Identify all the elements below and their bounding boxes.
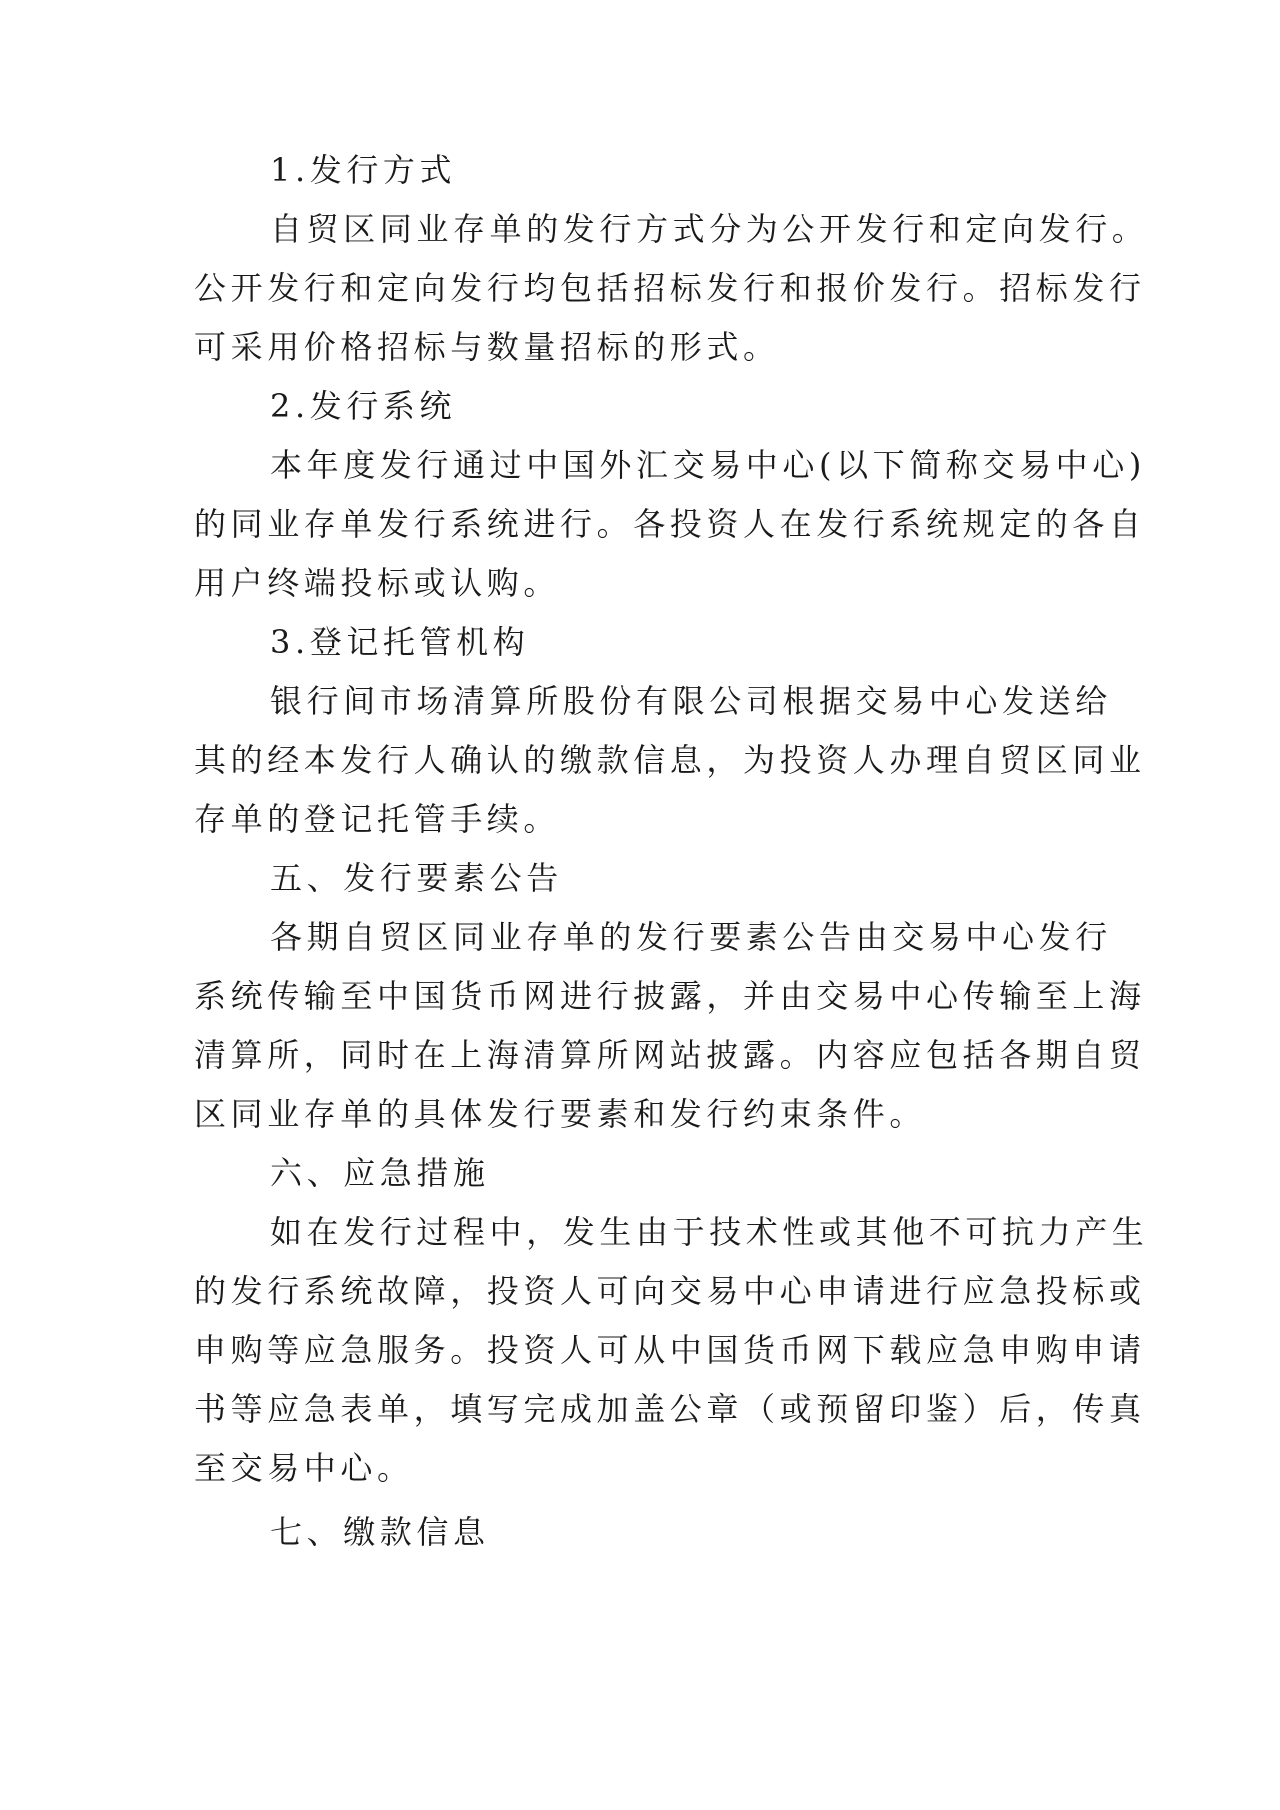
paragraph-line: 可采用价格招标与数量招标的形式。: [194, 328, 780, 366]
paragraph-line: 如在发行过程中，发生由于技术性或其他不可抗力产生: [270, 1213, 1149, 1251]
paragraph-line: 各期自贸区同业存单的发行要素公告由交易中心发行: [270, 918, 1112, 956]
paragraph-line: 申购等应急服务。投资人可从中国货币网下载应急申购申请: [194, 1331, 1146, 1369]
paragraph-line: 的发行系统故障，投资人可向交易中心申请进行应急投标或: [194, 1272, 1146, 1310]
paragraph-line: 其的经本发行人确认的缴款信息，为投资人办理自贸区同业: [194, 741, 1146, 779]
section-heading-emergency: 六、应急措施: [270, 1154, 490, 1192]
section-heading-announcement: 五、发行要素公告: [270, 859, 563, 897]
section-heading-issue-system: 2.发行系统: [270, 387, 457, 425]
paragraph-line: 书等应急表单，填写完成加盖公章（或预留印鉴）后，传真: [194, 1390, 1146, 1428]
section-heading-issue-method: 1.发行方式: [270, 151, 457, 189]
paragraph-line: 银行间市场清算所股份有限公司根据交易中心发送给: [270, 682, 1112, 720]
paragraph-line: 清算所，同时在上海清算所网站披露。内容应包括各期自贸: [194, 1036, 1146, 1074]
paragraph-line: 的同业存单发行系统进行。各投资人在发行系统规定的各自: [194, 505, 1146, 543]
section-heading-custodian: 3.登记托管机构: [270, 623, 530, 661]
paragraph-line: 用户终端投标或认购。: [194, 564, 561, 602]
paragraph-line: 区同业存单的具体发行要素和发行约束条件。: [194, 1095, 927, 1133]
paragraph-line: 存单的登记托管手续。: [194, 800, 561, 838]
paragraph-line: 公开发行和定向发行均包括招标发行和报价发行。招标发行: [194, 269, 1146, 307]
paragraph-line: 系统传输至中国货币网进行披露，并由交易中心传输至上海: [194, 977, 1146, 1015]
paragraph-line: 本年度发行通过中国外汇交易中心(以下简称交易中心): [270, 446, 1146, 484]
paragraph-line: 至交易中心。: [194, 1449, 414, 1487]
section-heading-payment: 七、缴款信息: [270, 1513, 490, 1551]
paragraph-line: 自贸区同业存单的发行方式分为公开发行和定向发行。: [270, 210, 1149, 248]
